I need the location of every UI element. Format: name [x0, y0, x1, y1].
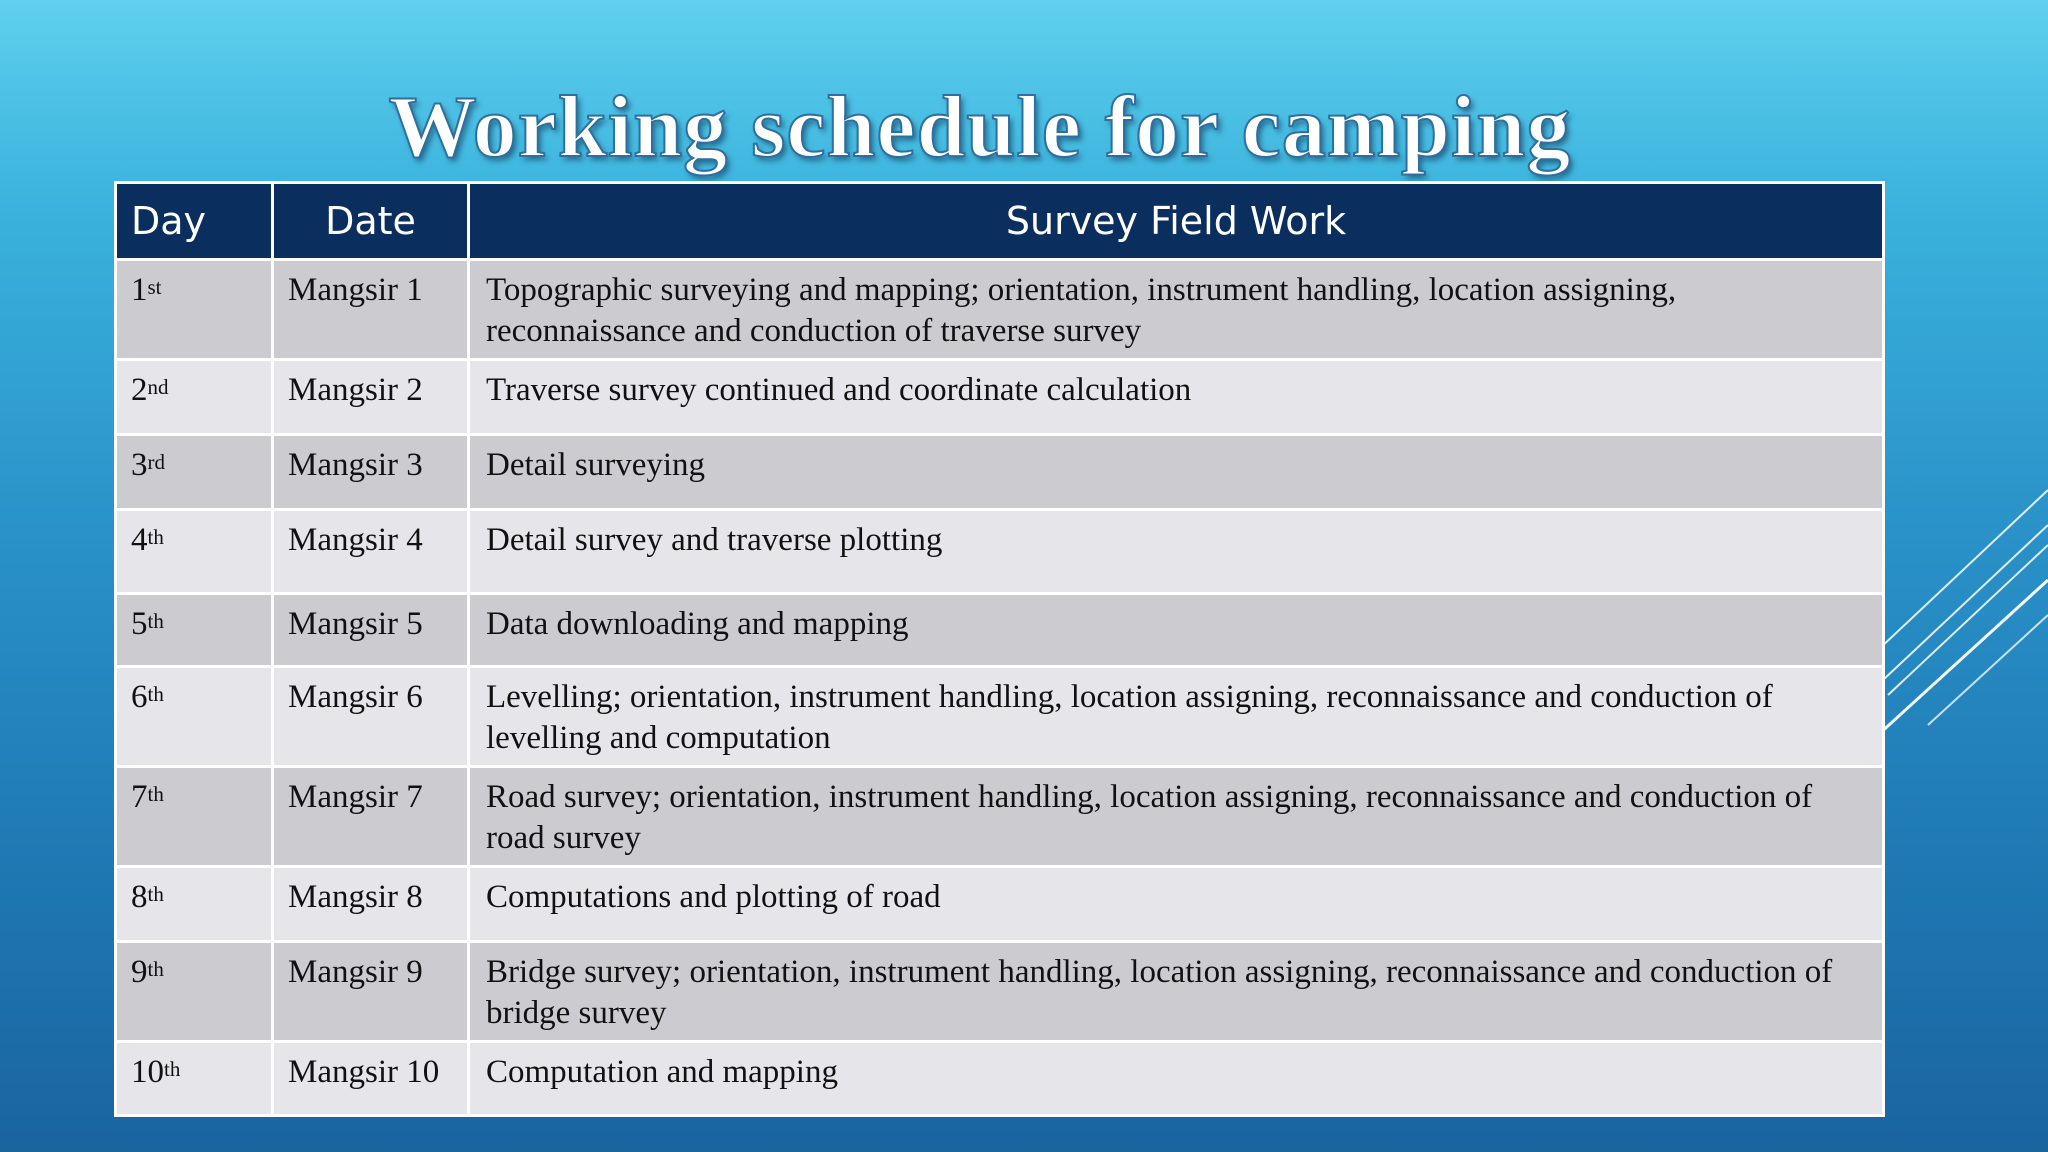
- table-row: [116, 360, 1884, 435]
- day-suffix: rd: [147, 450, 165, 474]
- table-row: [116, 942, 1884, 1042]
- work-cell: Computation and mapping: [469, 1042, 1884, 1116]
- day-cell: [116, 1042, 273, 1116]
- column-header-date: Date: [273, 183, 469, 260]
- day-suffix: th: [147, 525, 164, 549]
- day-suffix: th: [147, 782, 164, 806]
- day-number: 4: [131, 522, 148, 558]
- page-title: Working schedule for camping: [388, 79, 1572, 176]
- day-number: 5: [131, 606, 148, 642]
- work-cell: Bridge survey; orientation, instrument handling, location assigning, reconnaissance and conduction of bridge survey: [469, 942, 1884, 1042]
- day-cell: [116, 942, 273, 1042]
- column-header-day: Day: [116, 183, 273, 260]
- date-cell: Mangsir 7: [273, 767, 469, 867]
- date-cell: Mangsir 6: [273, 667, 469, 767]
- day-number: 6: [131, 679, 148, 715]
- day-suffix: th: [164, 1057, 181, 1081]
- table-row: [116, 260, 1884, 360]
- column-header-work: Survey Field Work: [469, 183, 1884, 260]
- day-cell: [116, 867, 273, 942]
- decorative-lines: [1878, 470, 2048, 800]
- table-row: [116, 1042, 1884, 1116]
- day-suffix: th: [147, 682, 164, 706]
- day-number: 3: [131, 447, 148, 483]
- day-cell: [116, 260, 273, 360]
- day-cell: [116, 510, 273, 594]
- date-cell: Mangsir 1: [273, 260, 469, 360]
- day-suffix: th: [147, 609, 164, 633]
- date-cell: Mangsir 8: [273, 867, 469, 942]
- work-cell: Traverse survey continued and coordinate calculation: [469, 360, 1884, 435]
- table-row: [116, 435, 1884, 510]
- work-cell: Computations and plotting of road: [469, 867, 1884, 942]
- date-cell: Mangsir 2: [273, 360, 469, 435]
- day-suffix: th: [147, 957, 164, 981]
- day-number: 10: [131, 1054, 164, 1090]
- date-cell: Mangsir 10: [273, 1042, 469, 1116]
- work-cell: Data downloading and mapping: [469, 594, 1884, 667]
- work-cell: Levelling; orientation, instrument handling, location assigning, reconnaissance and conduction of levelling and computation: [469, 667, 1884, 767]
- day-suffix: nd: [147, 375, 169, 399]
- day-number: 7: [131, 779, 148, 815]
- work-cell: Detail survey and traverse plotting: [469, 510, 1884, 594]
- date-cell: Mangsir 3: [273, 435, 469, 510]
- work-cell: Detail surveying: [469, 435, 1884, 510]
- work-cell: Road survey; orientation, instrument handling, location assigning, reconnaissance and conduction of road survey: [469, 767, 1884, 867]
- day-number: 1: [131, 272, 148, 308]
- day-cell: [116, 360, 273, 435]
- date-cell: Mangsir 9: [273, 942, 469, 1042]
- table-row: [116, 767, 1884, 867]
- day-number: 9: [131, 954, 148, 990]
- day-suffix: st: [147, 275, 162, 299]
- table-row: [116, 510, 1884, 594]
- day-cell: [116, 667, 273, 767]
- day-cell: [116, 594, 273, 667]
- date-cell: Mangsir 5: [273, 594, 469, 667]
- table-row: [116, 867, 1884, 942]
- table-row: [116, 594, 1884, 667]
- day-suffix: th: [147, 882, 164, 906]
- table-header-row: [116, 183, 1884, 260]
- day-cell: [116, 435, 273, 510]
- day-cell: [116, 767, 273, 867]
- date-cell: Mangsir 4: [273, 510, 469, 594]
- day-number: 8: [131, 879, 148, 915]
- day-number: 2: [131, 372, 148, 408]
- table-row: [116, 667, 1884, 767]
- work-cell: Topographic surveying and mapping; orientation, instrument handling, location assigning, reconnaissance and conduction of traverse survey: [469, 260, 1884, 360]
- schedule-table: [114, 181, 1885, 1117]
